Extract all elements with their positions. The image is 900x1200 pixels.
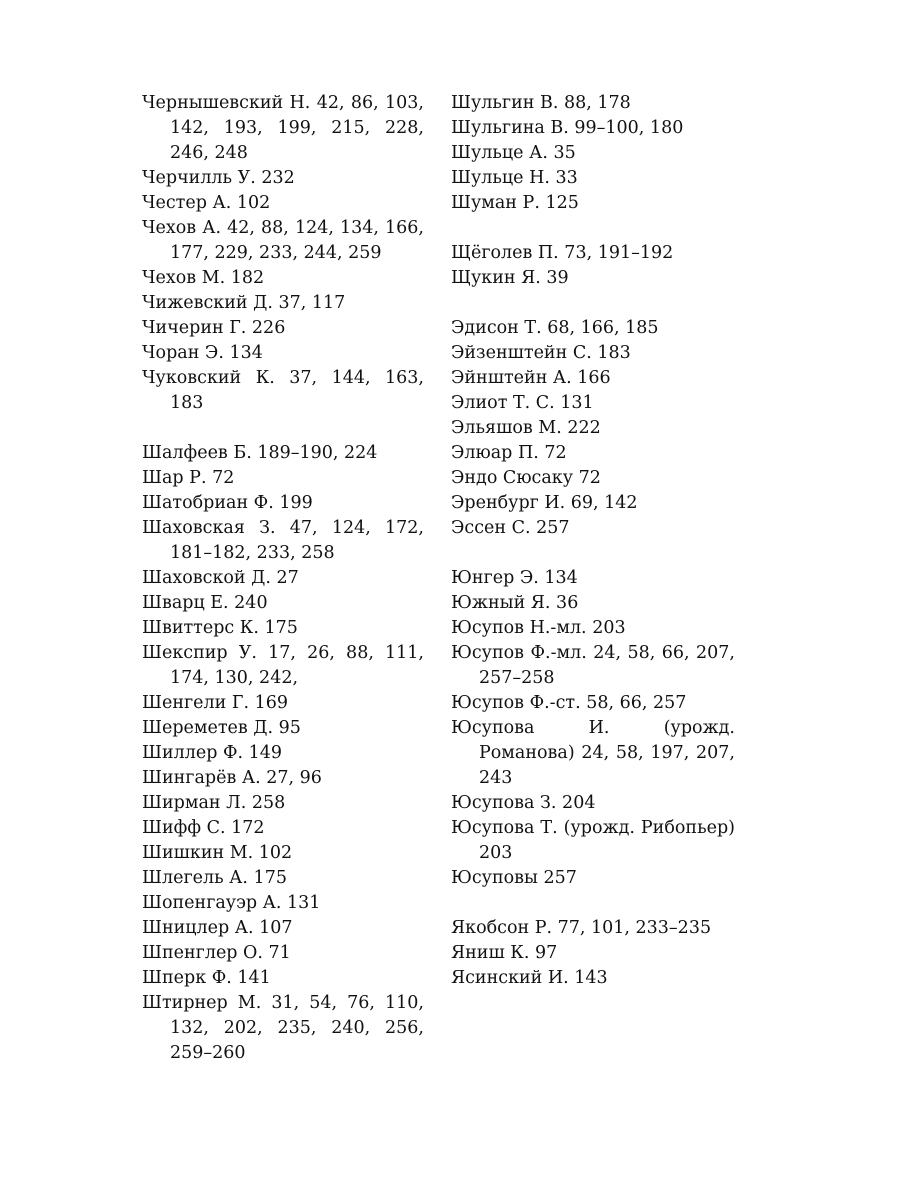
index-entry: Шульце А. 35	[451, 143, 576, 163]
index-entry: Шенгели Г. 169	[142, 693, 288, 713]
index-entry: Якобсон Р. 77, 101, 233–235	[451, 918, 712, 938]
index-entry: Чернышевский Н. 42, 86, 103, 142, 193, 199, 215, 228, 246, 248	[142, 93, 424, 163]
index-entry: Штирнер М. 31, 54, 76, 110, 132, 202, 235, 240, 256, 259–260	[142, 993, 424, 1063]
index-entry: Черчилль У. 232	[142, 168, 295, 188]
index-entry: Шлегель А. 175	[142, 868, 287, 888]
index-entry: Юнгер Э. 134	[451, 568, 578, 588]
index-entry: Чоран Э. 134	[142, 343, 263, 363]
index-entry: Эйзенштейн С. 183	[451, 343, 631, 363]
index-entry: Юсуповы 257	[451, 868, 577, 888]
index-entry: Элюар П. 72	[451, 443, 567, 463]
index-entry: Юсупов Н.-мл. 203	[451, 618, 626, 638]
index-entry: Юсупова Т. (урожд. Рибопьер) 203	[451, 818, 735, 863]
index-entry: Шереметев Д. 95	[142, 718, 301, 738]
index-entry: Шатобриан Ф. 199	[142, 493, 313, 513]
index-entry: Эндо Сюсаку 72	[451, 468, 601, 488]
index-entry: Южный Я. 36	[451, 593, 579, 613]
index-column-left	[142, 91, 424, 1066]
index-entry: Эренбург И. 69, 142	[451, 493, 638, 513]
index-entry: Швиттерс К. 175	[142, 618, 298, 638]
index-entry: Чехов А. 42, 88, 124, 134, 166, 177, 229, 233, 244, 259	[142, 218, 424, 263]
index-entry: Шварц Е. 240	[142, 593, 268, 613]
index-entry: Честер А. 102	[142, 193, 271, 213]
index-entry: Шифф С. 172	[142, 818, 265, 838]
index-entry: Шекспир У. 17, 26, 88, 111, 174, 130, 242,	[142, 643, 424, 688]
index-entry: Шар Р. 72	[142, 468, 235, 488]
index-entry: Чижевский Д. 37, 117	[142, 293, 346, 313]
index-entry: Шалфеев Б. 189–190, 224	[142, 443, 378, 463]
index-entry: Элиот Т. С. 131	[451, 393, 594, 413]
index-entry: Шиллер Ф. 149	[142, 743, 283, 763]
index-entry: Эссен С. 257	[451, 518, 570, 538]
index-entry: Шульгина В. 99–100, 180	[451, 118, 684, 138]
index-entry: Чичерин Г. 226	[142, 318, 286, 338]
index-entry: Шуман Р. 125	[451, 193, 579, 213]
index-entry: Эдисон Т. 68, 166, 185	[451, 318, 659, 338]
index-entry: Шаховской Д. 27	[142, 568, 299, 588]
index-entry: Чуковский К. 37, 144, 163, 183	[142, 368, 424, 413]
index-entry: Шопенгауэр А. 131	[142, 893, 321, 913]
index-entry: Юсупова И. (урожд. Романова) 24, 58, 197, 207, 243	[451, 718, 735, 788]
index-entry: Юсупова З. 204	[451, 793, 596, 813]
index-entry: Шаховская З. 47, 124, 172, 181–182, 233, 258	[142, 518, 424, 563]
index-entry: Щёголев П. 73, 191–192	[451, 243, 674, 263]
index-column-right	[451, 91, 735, 991]
index-entry: Шпенглер О. 71	[142, 943, 291, 963]
letter-group-gap	[451, 541, 735, 566]
index-entry: Яниш К. 97	[451, 943, 558, 963]
letter-group-gap	[451, 216, 735, 241]
index-entry: Шингарёв А. 27, 96	[142, 768, 322, 788]
index-entry: Эльяшов М. 222	[451, 418, 601, 438]
index-entry: Шульце Н. 33	[451, 168, 578, 188]
index-entry: Шперк Ф. 141	[142, 968, 271, 988]
index-entry: Шишкин М. 102	[142, 843, 293, 863]
index-entry: Юсупов Ф.-ст. 58, 66, 257	[451, 693, 687, 713]
index-entry: Ясинский И. 143	[451, 968, 608, 988]
index-entry: Щукин Я. 39	[451, 268, 569, 288]
letter-group-gap	[451, 291, 735, 316]
letter-group-gap	[451, 891, 735, 916]
index-entry: Чехов М. 182	[142, 268, 265, 288]
letter-group-gap	[142, 416, 424, 441]
index-entry: Шницлер А. 107	[142, 918, 293, 938]
index-entry: Эйнштейн А. 166	[451, 368, 611, 388]
index-entry: Ширман Л. 258	[142, 793, 286, 813]
index-entry: Юсупов Ф.-мл. 24, 58, 66, 207, 257–258	[451, 643, 735, 688]
index-entry: Шульгин В. 88, 178	[451, 93, 631, 113]
